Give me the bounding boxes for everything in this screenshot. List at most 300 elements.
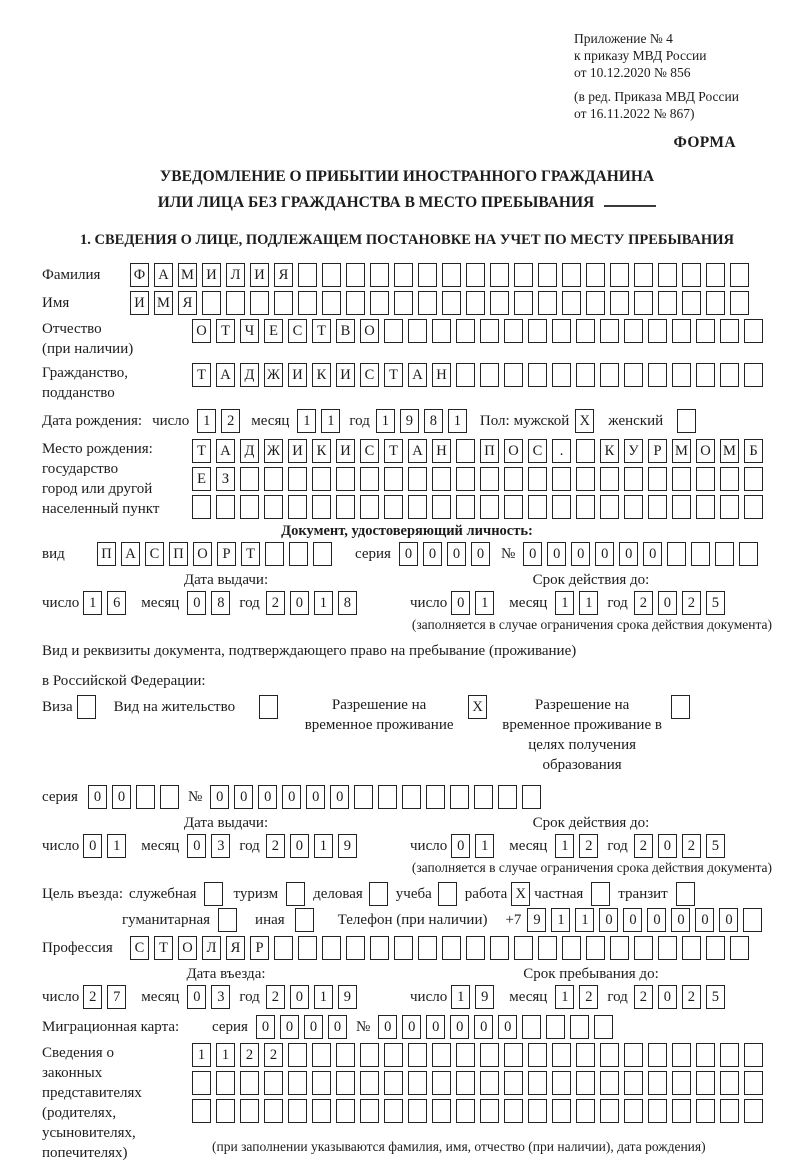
char-box[interactable] — [402, 785, 421, 809]
char-box[interactable] — [442, 291, 461, 315]
char-box[interactable] — [490, 263, 509, 287]
residence-option-checkbox[interactable] — [468, 695, 487, 719]
char-box[interactable] — [672, 319, 691, 343]
char-box[interactable] — [672, 1071, 691, 1095]
char-box[interactable]: М — [672, 439, 691, 463]
char-box[interactable] — [706, 291, 725, 315]
char-box[interactable]: . — [552, 439, 571, 463]
char-box[interactable] — [264, 467, 283, 491]
char-box[interactable]: 2 — [266, 985, 285, 1009]
char-box[interactable] — [677, 409, 696, 433]
char-box[interactable] — [504, 1099, 523, 1123]
purpose-option-checkbox[interactable] — [369, 882, 388, 906]
residence-number-cells[interactable] — [210, 785, 546, 809]
char-box[interactable] — [682, 936, 701, 960]
char-box[interactable] — [600, 1043, 619, 1067]
char-box[interactable]: 0 — [282, 785, 301, 809]
char-box[interactable]: 0 — [187, 834, 206, 858]
char-box[interactable] — [744, 1071, 763, 1095]
char-box[interactable]: 0 — [671, 908, 690, 932]
residence-expiry-month-cells[interactable] — [555, 834, 603, 858]
char-box[interactable] — [648, 1099, 667, 1123]
char-box[interactable]: 2 — [634, 591, 653, 615]
char-box[interactable] — [696, 467, 715, 491]
char-box[interactable] — [504, 319, 523, 343]
char-box[interactable] — [682, 263, 701, 287]
char-box[interactable] — [552, 363, 571, 387]
char-box[interactable]: 8 — [424, 409, 443, 433]
purpose-option-checkbox[interactable] — [676, 882, 695, 906]
char-box[interactable]: О — [178, 936, 197, 960]
identity-issue-day-cells[interactable] — [83, 591, 131, 615]
char-box[interactable] — [576, 319, 595, 343]
char-box[interactable] — [624, 1099, 643, 1123]
char-box[interactable] — [240, 1099, 259, 1123]
char-box[interactable]: Б — [744, 439, 763, 463]
char-box[interactable] — [552, 1043, 571, 1067]
char-box[interactable] — [744, 319, 763, 343]
char-box[interactable]: К — [312, 439, 331, 463]
char-box[interactable] — [456, 1099, 475, 1123]
char-box[interactable] — [672, 1043, 691, 1067]
birth-place-row-2[interactable] — [192, 467, 768, 491]
char-box[interactable]: С — [288, 319, 307, 343]
char-box[interactable] — [480, 363, 499, 387]
char-box[interactable] — [192, 1071, 211, 1095]
char-box[interactable] — [77, 695, 96, 719]
char-box[interactable] — [600, 319, 619, 343]
char-box[interactable]: 5 — [706, 591, 725, 615]
char-box[interactable]: И — [288, 439, 307, 463]
residence-option-checkbox[interactable] — [77, 695, 96, 719]
char-box[interactable] — [624, 1071, 643, 1095]
residence-option-checkbox[interactable] — [671, 695, 690, 719]
char-box[interactable]: С — [145, 542, 164, 566]
char-box[interactable]: 0 — [547, 542, 566, 566]
char-box[interactable]: 1 — [475, 834, 494, 858]
char-box[interactable] — [466, 291, 485, 315]
char-box[interactable]: 0 — [423, 542, 442, 566]
char-box[interactable] — [672, 467, 691, 491]
char-box[interactable]: 0 — [658, 591, 677, 615]
stay-year-cells[interactable] — [634, 985, 730, 1009]
char-box[interactable]: 1 — [216, 1043, 235, 1067]
char-box[interactable] — [504, 495, 523, 519]
char-box[interactable] — [312, 495, 331, 519]
char-box[interactable]: 1 — [579, 591, 598, 615]
char-box[interactable] — [288, 1071, 307, 1095]
char-box[interactable] — [336, 1099, 355, 1123]
char-box[interactable]: М — [154, 291, 173, 315]
char-box[interactable] — [274, 291, 293, 315]
char-box[interactable]: 0 — [447, 542, 466, 566]
purpose-option-checkbox[interactable] — [438, 882, 457, 906]
char-box[interactable] — [720, 1043, 739, 1067]
char-box[interactable] — [696, 1071, 715, 1095]
char-box[interactable] — [538, 263, 557, 287]
char-box[interactable]: 0 — [290, 985, 309, 1009]
char-box[interactable]: 0 — [471, 542, 490, 566]
char-box[interactable] — [288, 1099, 307, 1123]
char-box[interactable]: И — [336, 439, 355, 463]
identity-expiry-month-cells[interactable] — [555, 591, 603, 615]
char-box[interactable]: 0 — [330, 785, 349, 809]
representatives-row-2[interactable] — [192, 1071, 768, 1095]
char-box[interactable]: 0 — [306, 785, 325, 809]
char-box[interactable]: 7 — [107, 985, 126, 1009]
char-box[interactable] — [552, 319, 571, 343]
char-box[interactable] — [466, 263, 485, 287]
char-box[interactable]: Я — [274, 263, 293, 287]
char-box[interactable]: 0 — [658, 985, 677, 1009]
char-box[interactable]: Ч — [240, 319, 259, 343]
char-box[interactable] — [288, 495, 307, 519]
char-box[interactable] — [546, 1015, 565, 1039]
char-box[interactable] — [450, 785, 469, 809]
char-box[interactable]: Л — [202, 936, 221, 960]
char-box[interactable] — [658, 263, 677, 287]
char-box[interactable]: 5 — [706, 834, 725, 858]
char-box[interactable] — [480, 319, 499, 343]
char-box[interactable] — [648, 495, 667, 519]
char-box[interactable] — [192, 495, 211, 519]
char-box[interactable] — [466, 936, 485, 960]
char-box[interactable] — [418, 291, 437, 315]
char-box[interactable]: Т — [216, 319, 235, 343]
char-box[interactable] — [562, 936, 581, 960]
char-box[interactable]: Е — [264, 319, 283, 343]
char-box[interactable] — [394, 291, 413, 315]
char-box[interactable] — [730, 263, 749, 287]
char-box[interactable] — [216, 495, 235, 519]
char-box[interactable]: 1 — [297, 409, 316, 433]
char-box[interactable]: 0 — [88, 785, 107, 809]
char-box[interactable]: Т — [312, 319, 331, 343]
char-box[interactable]: 2 — [264, 1043, 283, 1067]
char-box[interactable]: 0 — [280, 1015, 299, 1039]
char-box[interactable] — [720, 363, 739, 387]
char-box[interactable] — [586, 291, 605, 315]
stay-day-cells[interactable] — [451, 985, 499, 1009]
char-box[interactable] — [226, 291, 245, 315]
char-box[interactable]: 1 — [451, 985, 470, 1009]
char-box[interactable]: Я — [226, 936, 245, 960]
char-box[interactable] — [432, 319, 451, 343]
char-box[interactable]: И — [250, 263, 269, 287]
char-box[interactable] — [456, 1043, 475, 1067]
char-box[interactable]: 1 — [575, 908, 594, 932]
char-box[interactable] — [658, 291, 677, 315]
char-box[interactable]: Я — [178, 291, 197, 315]
residence-issue-day-cells[interactable] — [83, 834, 131, 858]
entry-month-cells[interactable] — [187, 985, 235, 1009]
char-box[interactable] — [624, 319, 643, 343]
char-box[interactable] — [432, 495, 451, 519]
char-box[interactable] — [600, 1071, 619, 1095]
char-box[interactable] — [312, 467, 331, 491]
char-box[interactable]: 1 — [192, 1043, 211, 1067]
char-box[interactable] — [456, 495, 475, 519]
char-box[interactable] — [346, 936, 365, 960]
char-box[interactable]: 1 — [475, 591, 494, 615]
char-box[interactable] — [456, 1071, 475, 1095]
char-box[interactable]: 2 — [221, 409, 240, 433]
representatives-row-3[interactable] — [192, 1099, 768, 1123]
char-box[interactable]: З — [216, 467, 235, 491]
char-box[interactable]: 2 — [240, 1043, 259, 1067]
char-box[interactable] — [336, 467, 355, 491]
profession-cells[interactable] — [130, 936, 754, 960]
char-box[interactable]: Н — [432, 363, 451, 387]
char-box[interactable] — [600, 467, 619, 491]
char-box[interactable] — [426, 785, 445, 809]
char-box[interactable] — [456, 467, 475, 491]
char-box[interactable]: 1 — [314, 591, 333, 615]
char-box[interactable] — [624, 495, 643, 519]
char-box[interactable]: 1 — [314, 834, 333, 858]
doc-series-cells[interactable] — [399, 542, 495, 566]
char-box[interactable] — [264, 1071, 283, 1095]
char-box[interactable]: Д — [240, 363, 259, 387]
char-box[interactable]: X — [511, 882, 530, 906]
char-box[interactable] — [667, 542, 686, 566]
char-box[interactable]: 9 — [400, 409, 419, 433]
char-box[interactable]: 1 — [555, 834, 574, 858]
entry-day-cells[interactable] — [83, 985, 131, 1009]
char-box[interactable] — [498, 785, 517, 809]
char-box[interactable] — [490, 936, 509, 960]
char-box[interactable] — [240, 467, 259, 491]
char-box[interactable]: 0 — [451, 834, 470, 858]
char-box[interactable] — [576, 363, 595, 387]
char-box[interactable]: Т — [154, 936, 173, 960]
char-box[interactable] — [370, 263, 389, 287]
char-box[interactable] — [438, 882, 457, 906]
char-box[interactable]: Т — [384, 363, 403, 387]
char-box[interactable] — [562, 263, 581, 287]
char-box[interactable] — [370, 936, 389, 960]
char-box[interactable] — [336, 495, 355, 519]
char-box[interactable] — [706, 936, 725, 960]
char-box[interactable] — [336, 1071, 355, 1095]
char-box[interactable] — [730, 291, 749, 315]
char-box[interactable]: 0 — [623, 908, 642, 932]
char-box[interactable] — [322, 936, 341, 960]
char-box[interactable] — [202, 291, 221, 315]
char-box[interactable] — [322, 263, 341, 287]
char-box[interactable]: О — [192, 319, 211, 343]
char-box[interactable]: 1 — [555, 985, 574, 1009]
char-box[interactable]: 0 — [498, 1015, 517, 1039]
char-box[interactable] — [610, 263, 629, 287]
char-box[interactable]: 0 — [83, 834, 102, 858]
char-box[interactable]: 9 — [527, 908, 546, 932]
char-box[interactable] — [682, 291, 701, 315]
char-box[interactable] — [360, 1043, 379, 1067]
char-box[interactable] — [432, 1043, 451, 1067]
migration-series-cells[interactable] — [256, 1015, 352, 1039]
birth-month-cells[interactable] — [297, 409, 345, 433]
char-box[interactable] — [624, 363, 643, 387]
char-box[interactable] — [538, 936, 557, 960]
char-box[interactable] — [696, 363, 715, 387]
char-box[interactable]: 5 — [706, 985, 725, 1009]
char-box[interactable]: 0 — [426, 1015, 445, 1039]
char-box[interactable]: Ж — [264, 363, 283, 387]
char-box[interactable] — [552, 1099, 571, 1123]
char-box[interactable] — [696, 319, 715, 343]
char-box[interactable] — [720, 319, 739, 343]
char-box[interactable] — [696, 495, 715, 519]
char-box[interactable] — [691, 542, 710, 566]
char-box[interactable]: 0 — [187, 985, 206, 1009]
char-box[interactable] — [624, 467, 643, 491]
char-box[interactable]: Р — [217, 542, 236, 566]
char-box[interactable]: П — [97, 542, 116, 566]
char-box[interactable] — [658, 936, 677, 960]
char-box[interactable] — [384, 1099, 403, 1123]
char-box[interactable] — [480, 1043, 499, 1067]
char-box[interactable]: 0 — [643, 542, 662, 566]
char-box[interactable]: X — [575, 409, 594, 433]
patronymic-cells[interactable] — [192, 319, 768, 343]
char-box[interactable] — [514, 291, 533, 315]
purpose-option-checkbox[interactable] — [591, 882, 610, 906]
char-box[interactable]: А — [154, 263, 173, 287]
char-box[interactable] — [298, 936, 317, 960]
residence-expiry-day-cells[interactable] — [451, 834, 499, 858]
char-box[interactable]: 0 — [378, 1015, 397, 1039]
char-box[interactable] — [418, 263, 437, 287]
char-box[interactable] — [504, 1071, 523, 1095]
char-box[interactable] — [312, 1071, 331, 1095]
char-box[interactable]: 9 — [338, 834, 357, 858]
char-box[interactable]: 0 — [571, 542, 590, 566]
char-box[interactable] — [715, 542, 734, 566]
purpose-option-checkbox[interactable] — [218, 908, 237, 932]
char-box[interactable] — [504, 467, 523, 491]
char-box[interactable]: А — [216, 363, 235, 387]
char-box[interactable] — [456, 439, 475, 463]
char-box[interactable] — [490, 291, 509, 315]
char-box[interactable]: Р — [250, 936, 269, 960]
char-box[interactable] — [528, 363, 547, 387]
char-box[interactable] — [312, 1043, 331, 1067]
char-box[interactable] — [378, 785, 397, 809]
char-box[interactable] — [360, 467, 379, 491]
char-box[interactable] — [442, 263, 461, 287]
char-box[interactable] — [730, 936, 749, 960]
char-box[interactable]: К — [312, 363, 331, 387]
char-box[interactable]: Т — [241, 542, 260, 566]
char-box[interactable]: 0 — [647, 908, 666, 932]
char-box[interactable] — [480, 467, 499, 491]
char-box[interactable] — [514, 263, 533, 287]
char-box[interactable]: 0 — [187, 591, 206, 615]
char-box[interactable]: 1 — [555, 591, 574, 615]
char-box[interactable]: 0 — [474, 1015, 493, 1039]
char-box[interactable]: Ф — [130, 263, 149, 287]
char-box[interactable] — [528, 495, 547, 519]
char-box[interactable] — [384, 467, 403, 491]
char-box[interactable] — [624, 1043, 643, 1067]
char-box[interactable]: 0 — [290, 834, 309, 858]
char-box[interactable] — [648, 1043, 667, 1067]
char-box[interactable] — [442, 936, 461, 960]
char-box[interactable] — [720, 495, 739, 519]
char-box[interactable]: 9 — [338, 985, 357, 1009]
char-box[interactable]: X — [468, 695, 487, 719]
char-box[interactable]: 2 — [634, 985, 653, 1009]
char-box[interactable]: 2 — [266, 591, 285, 615]
char-box[interactable] — [648, 1071, 667, 1095]
char-box[interactable]: 0 — [695, 908, 714, 932]
char-box[interactable] — [408, 1099, 427, 1123]
char-box[interactable]: А — [216, 439, 235, 463]
char-box[interactable] — [600, 495, 619, 519]
char-box[interactable]: М — [178, 263, 197, 287]
char-box[interactable]: Р — [648, 439, 667, 463]
char-box[interactable]: О — [360, 319, 379, 343]
char-box[interactable] — [480, 495, 499, 519]
char-box[interactable] — [739, 542, 758, 566]
char-box[interactable]: 2 — [634, 834, 653, 858]
residence-issue-month-cells[interactable] — [187, 834, 235, 858]
char-box[interactable]: 1 — [314, 985, 333, 1009]
char-box[interactable]: Е — [192, 467, 211, 491]
char-box[interactable] — [600, 363, 619, 387]
purpose-option-checkbox[interactable] — [286, 882, 305, 906]
char-box[interactable] — [288, 467, 307, 491]
birth-place-row-1[interactable] — [192, 439, 768, 463]
entry-year-cells[interactable] — [266, 985, 362, 1009]
char-box[interactable] — [250, 291, 269, 315]
char-box[interactable] — [312, 1099, 331, 1123]
char-box[interactable]: Д — [240, 439, 259, 463]
char-box[interactable] — [610, 291, 629, 315]
char-box[interactable] — [586, 263, 605, 287]
char-box[interactable] — [289, 542, 308, 566]
char-box[interactable] — [552, 1071, 571, 1095]
char-box[interactable] — [528, 319, 547, 343]
char-box[interactable]: 3 — [211, 985, 230, 1009]
char-box[interactable] — [418, 936, 437, 960]
char-box[interactable] — [504, 1043, 523, 1067]
char-box[interactable] — [394, 936, 413, 960]
char-box[interactable]: О — [193, 542, 212, 566]
char-box[interactable]: А — [408, 439, 427, 463]
char-box[interactable] — [288, 1043, 307, 1067]
char-box[interactable] — [570, 1015, 589, 1039]
char-box[interactable] — [744, 1099, 763, 1123]
char-box[interactable]: С — [360, 363, 379, 387]
char-box[interactable] — [408, 467, 427, 491]
birth-day-cells[interactable] — [197, 409, 245, 433]
char-box[interactable] — [218, 908, 237, 932]
char-box[interactable]: У — [624, 439, 643, 463]
char-box[interactable] — [259, 695, 278, 719]
residence-option-checkbox[interactable] — [259, 695, 278, 719]
representatives-row-1[interactable] — [192, 1043, 768, 1067]
char-box[interactable] — [671, 695, 690, 719]
char-box[interactable] — [360, 1099, 379, 1123]
char-box[interactable] — [576, 439, 595, 463]
char-box[interactable] — [432, 1099, 451, 1123]
char-box[interactable] — [672, 363, 691, 387]
char-box[interactable] — [474, 785, 493, 809]
char-box[interactable] — [313, 542, 332, 566]
char-box[interactable] — [528, 1099, 547, 1123]
